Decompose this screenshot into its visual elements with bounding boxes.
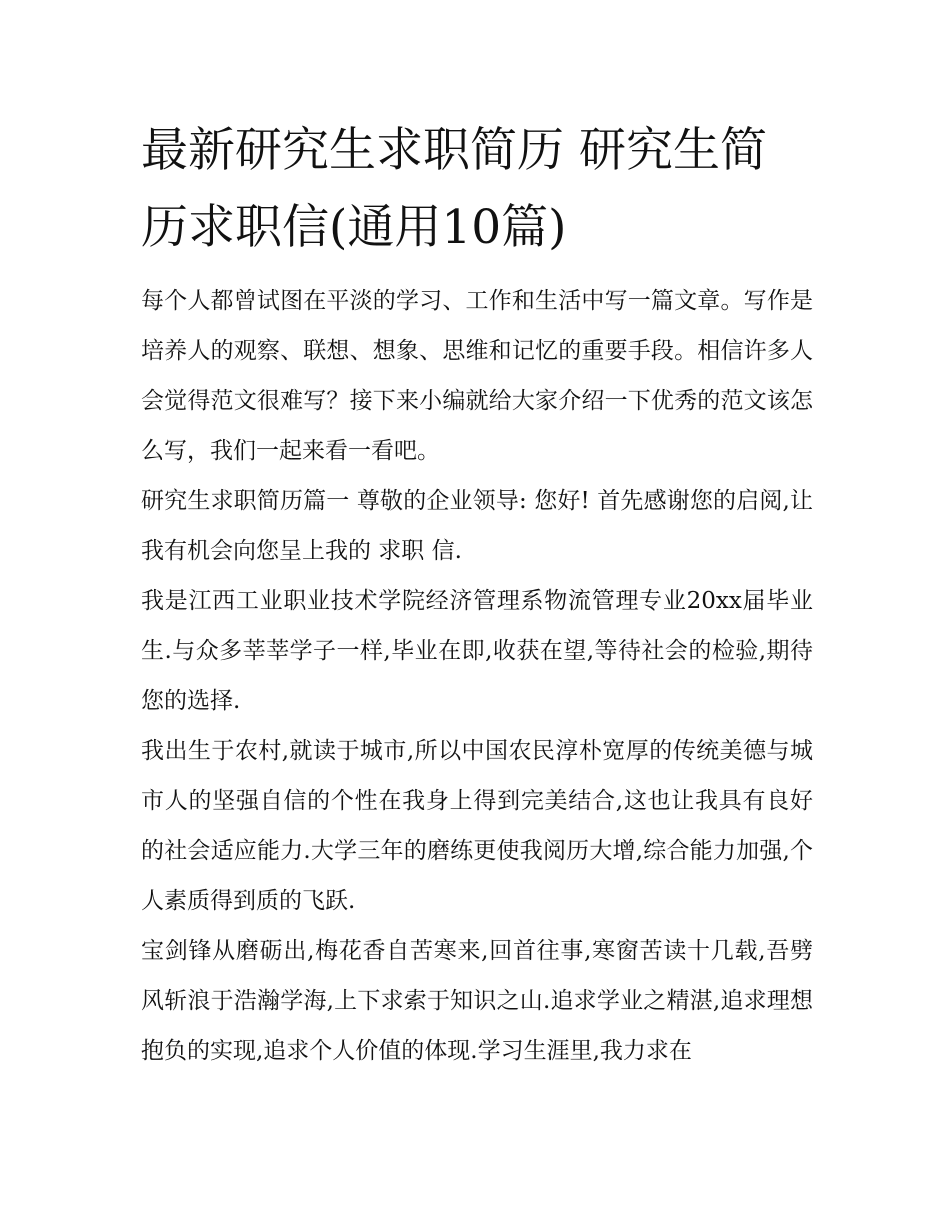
body-paragraph-introduction: 我是江西工业职业技术学院经济管理系物流管理专业20xx届毕业生.与众多莘莘学子一样,毕业在即,收获在望,等待社会的检验,期待您的选择. (141, 588, 813, 714)
body-paragraph-background: 我出生于农村,就读于城市,所以中国农民淳朴宽厚的传统美德与城市人的坚强自信的个性在我身上得到完美结合,这也让我具有良好的社会适应能力.大学三年的磨练更使我阅历大增,综合能力加强,个人素质得到质的飞跃. (141, 738, 813, 914)
document-title: 最新研究生求职简历 研究生简历求职信(通用10篇) (141, 123, 767, 255)
intro-paragraph: 每个人都曾试图在平淡的学习、工作和生活中写一篇文章。写作是培养人的观察、联想、想象、思维和记忆的重要手段。相信许多人会觉得范文很难写？接下来小编就给大家介绍一下优秀的范文该怎么写，我们一起来看一看吧。 (141, 288, 813, 464)
body-paragraph-study: 宝剑锋从磨砺出,梅花香自苦寒来,回首往事,寒窗苦读十几载,吾劈风斩浪于浩瀚学海,上下求索于知识之山.追求学业之精湛,追求理想抱负的实现,追求个人价值的体现.学习生涯里,我力求在 (141, 938, 813, 1064)
document-page (141, 112, 813, 1076)
body-paragraph-greeting: 研究生求职简历篇一 尊敬的企业领导: 您好! 首先感谢您的启阅,让我有机会向您呈上我的 求职 信. (141, 488, 813, 564)
